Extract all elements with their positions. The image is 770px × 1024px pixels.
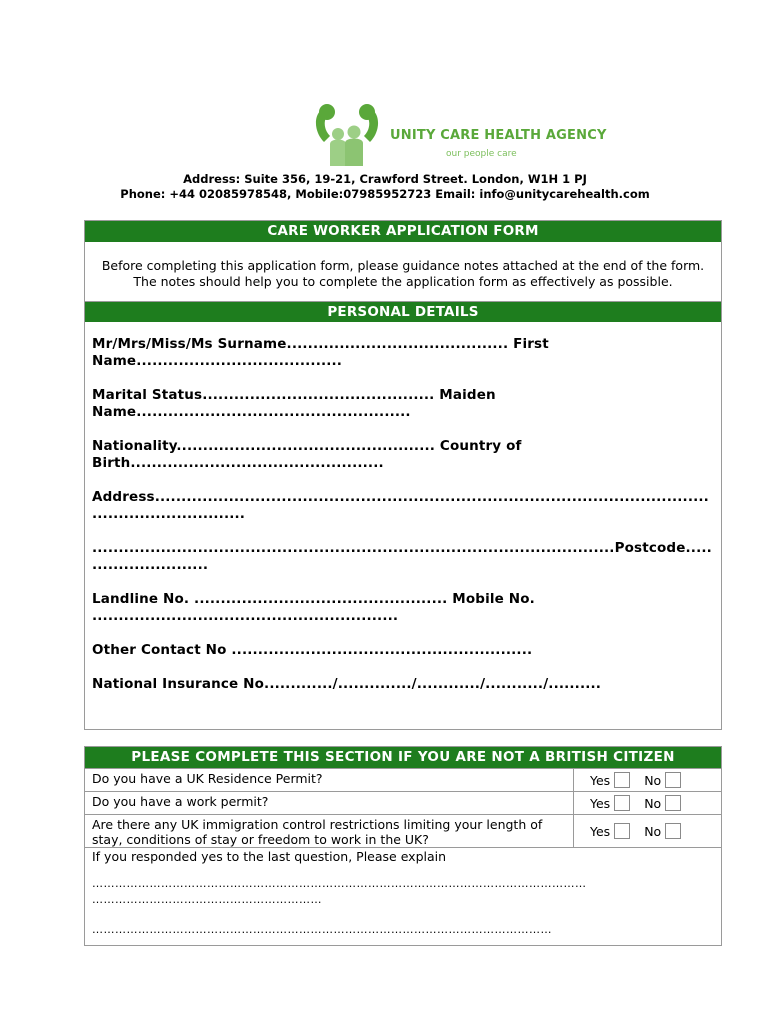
- question-row: [85, 768, 721, 791]
- no-label: No: [644, 772, 662, 788]
- explain-line[interactable]: …………………………………………………………………………………………………………: [92, 923, 552, 936]
- yes-label: Yes: [590, 772, 611, 788]
- phone-line: Phone: +44 02085978548, Mobile:07985952723 Email: info@unitycarehealth.com: [120, 187, 650, 201]
- surname-firstname-field[interactable]: Mr/Mrs/Miss/Ms Surname.......................................... First Name.......................................: [92, 336, 549, 369]
- no-checkbox[interactable]: [665, 772, 681, 788]
- other-contact-field[interactable]: Other Contact No .........................................................: [92, 642, 533, 658]
- yes-checkbox[interactable]: [614, 823, 630, 839]
- brand-logo: [312, 100, 612, 170]
- marital-maiden-field[interactable]: Marital Status............................................ Maiden Name....................................................: [92, 387, 496, 420]
- address-line: Address: Suite 356, 19-21, Crawford Street. London, W1H 1 PJ: [183, 172, 587, 186]
- postcode-field[interactable]: ...................................................................................................Postcode...........................: [92, 540, 712, 573]
- question-text: Do you have a UK Residence Permit?: [92, 771, 323, 786]
- explain-line[interactable]: …………………………………………………………………………………………………………………: [92, 877, 587, 890]
- address-field[interactable]: Address......................................................................................................................................: [92, 489, 709, 522]
- yes-label: Yes: [590, 795, 611, 811]
- form-title: CARE WORKER APPLICATION FORM: [85, 221, 721, 242]
- question-row: [85, 814, 721, 847]
- question-row: [85, 791, 721, 814]
- explain-label: If you responded yes to the last question, Please explain: [92, 849, 447, 864]
- question-text: Are there any UK immigration control restrictions limiting your length of stay, conditions of stay or freedom to work in the UK?: [92, 817, 543, 847]
- personal-fields: [85, 322, 721, 693]
- no-checkbox[interactable]: [665, 795, 681, 811]
- application-form-box: [84, 220, 722, 730]
- form-intro: Before completing this application form, please guidance notes attached at the end of the form. The notes should help you to complete the application form as effectively as possible.: [101, 258, 705, 289]
- no-checkbox[interactable]: [665, 823, 681, 839]
- citizen-section-heading: PLEASE COMPLETE THIS SECTION IF YOU ARE NOT A BRITISH CITIZEN: [85, 747, 721, 768]
- family-logo-icon: [312, 100, 382, 170]
- nationality-birth-field[interactable]: Nationality................................................. Country of Birth................................................: [92, 438, 522, 471]
- brand-tagline: our people care: [446, 149, 517, 159]
- brand-name: UNITY CARE HEALTH AGENCY: [390, 128, 607, 143]
- yes-label: Yes: [590, 823, 611, 839]
- personal-details-heading: PERSONAL DETAILS: [85, 301, 721, 322]
- no-label: No: [644, 823, 662, 839]
- no-label: No: [644, 795, 662, 811]
- yes-no-answer: [573, 769, 721, 791]
- national-insurance-field[interactable]: National Insurance No............./............../............/.........../..........: [92, 676, 602, 692]
- yes-checkbox[interactable]: [614, 772, 630, 788]
- yes-checkbox[interactable]: [614, 795, 630, 811]
- yes-no-answer: [573, 792, 721, 814]
- explanation-area[interactable]: [85, 847, 721, 939]
- question-text: Do you have a work permit?: [92, 794, 269, 809]
- contact-block: [0, 172, 770, 202]
- non-british-citizen-section: [84, 746, 722, 946]
- explain-line[interactable]: ……………………………………………………: [92, 893, 322, 906]
- landline-mobile-field[interactable]: Landline No. ................................................ Mobile No. ..........................................................: [92, 591, 535, 624]
- yes-no-answer: [573, 815, 721, 847]
